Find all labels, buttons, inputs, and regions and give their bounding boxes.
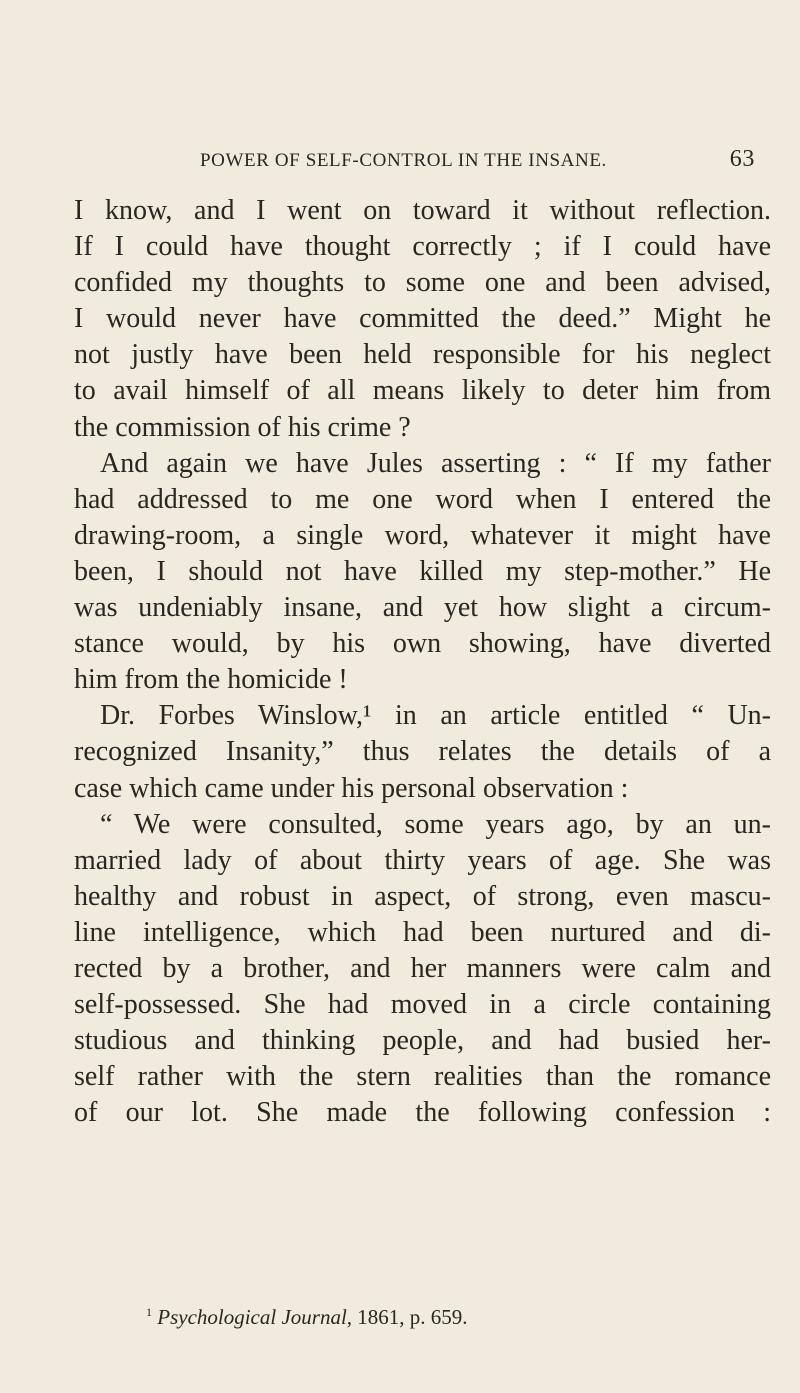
body-line-26: of our lot. She made the following confession : xyxy=(74,1097,771,1129)
footnote-citation: , 1861, p. 659. xyxy=(346,1305,468,1329)
running-head xyxy=(200,147,755,175)
body-line-18: “ We were consulted, some years ago, by an un- xyxy=(100,808,771,840)
body-text xyxy=(74,193,771,1131)
body-line-4: I would never have committed the deed.” Might he xyxy=(74,303,771,335)
footnote-marker: 1 xyxy=(146,1305,152,1319)
body-line-15: Dr. Forbes Winslow,¹ in an article entitled “ Un- xyxy=(100,700,771,732)
body-line-5: not justly have been held responsible for his neglect xyxy=(74,339,771,371)
body-line-20: healthy and robust in aspect, of strong, even mascu- xyxy=(74,880,771,912)
body-line-17: case which came under his personal observation : xyxy=(74,772,629,804)
body-line-6: to avail himself of all means likely to deter him from xyxy=(74,375,771,407)
body-line-16: recognized Insanity,” thus relates the details of a xyxy=(74,736,771,768)
running-head-title: POWER OF SELF-CONTROL IN THE INSANE. xyxy=(200,150,607,171)
body-line-2: If I could have thought correctly ; if I could have xyxy=(74,231,771,263)
body-line-23: self-possessed. She had moved in a circle containing xyxy=(74,989,771,1021)
body-line-10: drawing-room, a single word, whatever it might have xyxy=(74,519,771,551)
body-line-13: stance would, by his own showing, have diverted xyxy=(74,628,771,660)
footnote-journal-title: Psychological Journal xyxy=(157,1305,347,1329)
body-line-7: the commission of his crime ? xyxy=(74,411,411,443)
body-line-22: rected by a brother, and her manners were calm and xyxy=(74,952,771,984)
body-line-9: had addressed to me one word when I entered the xyxy=(74,483,771,515)
body-line-14: him from the homicide ! xyxy=(74,664,348,696)
footnote xyxy=(146,1298,746,1331)
body-line-12: was undeniably insane, and yet how slight a circum- xyxy=(74,592,771,624)
body-line-1: I know, and I went on toward it without reflection. xyxy=(74,195,771,226)
body-line-25: self rather with the stern realities than the romance xyxy=(74,1061,771,1093)
body-line-19: married lady of about thirty years of age. She was xyxy=(74,844,771,876)
body-line-3: confided my thoughts to some one and been advised, xyxy=(74,267,771,299)
body-line-8: And again we have Jules asserting : “ If my father xyxy=(100,447,771,479)
body-line-24: studious and thinking people, and had busied her- xyxy=(74,1025,771,1057)
page-number: 63 xyxy=(729,146,755,172)
body-line-11: been, I should not have killed my step-mother.” He xyxy=(74,555,771,587)
body-line-21: line intelligence, which had been nurtured and di- xyxy=(74,916,771,948)
